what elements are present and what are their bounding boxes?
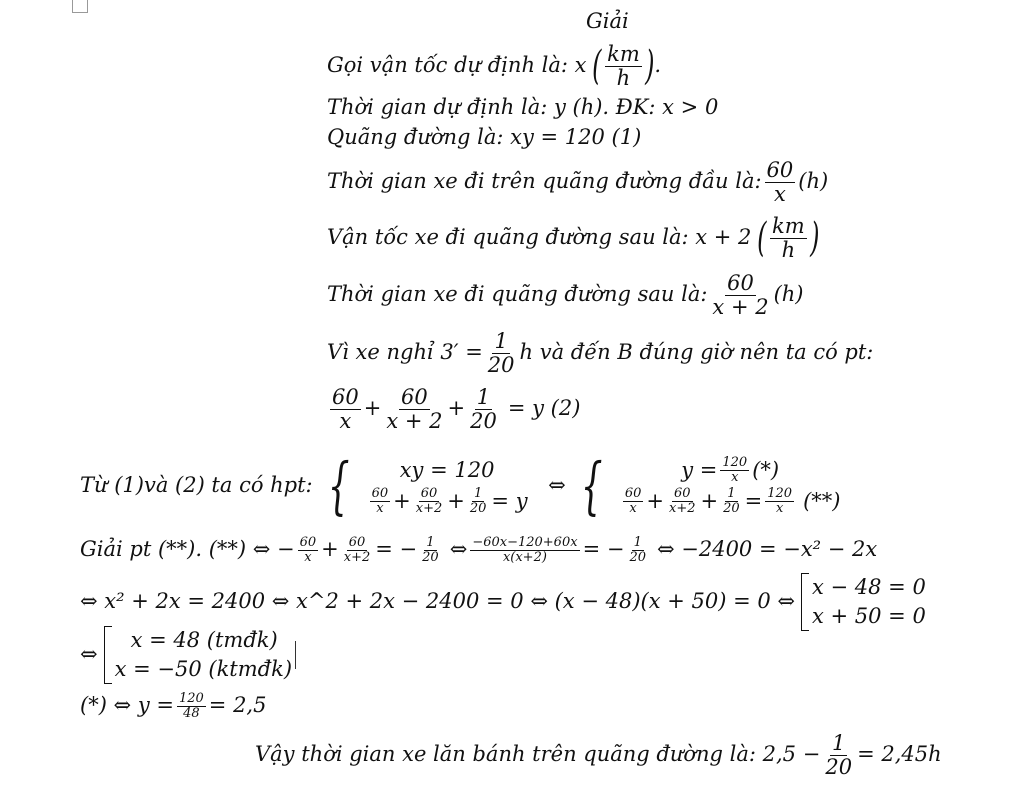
system-row: x = −50 (ktmđk)	[114, 656, 293, 681]
line-text: Vận tốc xe đi quãng đường sau là: x + 2	[327, 225, 752, 250]
line-tail: ⇔ −2400 = −x² − 2x	[656, 537, 878, 562]
fraction: $\frac{60}{x}$	[299, 534, 317, 565]
fraction: $\frac{-60x-120+60x}{x(x+2)}$	[472, 534, 578, 565]
bracket	[104, 626, 112, 684]
plus-sign: +	[447, 396, 466, 421]
fraction: $\frac{1}{20}$	[825, 731, 853, 779]
solution-title	[586, 10, 629, 33]
y-value-line	[80, 684, 266, 728]
bracket-system	[801, 573, 926, 631]
bracket-system	[104, 626, 292, 684]
system-row: $\frac{60}{x}$ + $\frac{60}{x+2}$ + $\frac{1}{20}$ = $\frac{120}{x}$ (**)	[624, 486, 841, 516]
line-let-speed	[327, 38, 661, 94]
line-text: Quãng đường là: xy = 120 (1)	[327, 125, 642, 149]
fraction: $\frac{60}{x + 2}$	[386, 385, 443, 433]
line-text: Vì xe nghỉ 3′ =	[327, 340, 483, 365]
line-speed-second-part	[327, 210, 819, 266]
paren-open: (	[592, 43, 602, 89]
line-text: Vậy thời gian xe lăn bánh trên quãng đường là: 2,5 −	[255, 742, 821, 767]
line-tail: = y (2)	[507, 396, 581, 421]
equation-2	[327, 380, 580, 438]
line-tail: (h)	[773, 282, 804, 307]
brace: {	[327, 449, 350, 522]
brace: {	[580, 449, 603, 522]
line-time-first-part	[327, 154, 828, 210]
equivalence-sign: ⇔	[449, 537, 468, 562]
system-row: x = 48 (tmđk)	[130, 627, 278, 652]
line-tail: h và đến B đúng giờ nên ta có pt:	[519, 340, 874, 365]
line-tail: (h)	[798, 169, 829, 194]
line-text: Thời gian xe đi quãng đường sau là:	[327, 282, 708, 307]
factorization-line	[80, 574, 926, 630]
line-tail: = 2,45h	[857, 742, 942, 767]
fraction: $\frac{60}{x+2}$	[343, 534, 371, 565]
bracket	[801, 573, 809, 631]
line-text: Từ (1)và (2) ta có hpt:	[80, 473, 313, 498]
line-text: Giải pt (**). (**) ⇔ −	[80, 537, 295, 562]
line-text: Thời gian dự định là: y (h). ĐK: x > 0	[327, 95, 719, 119]
system-row: y = $\frac{120}{x}$ (*)	[681, 455, 780, 485]
title-text: Giải	[586, 9, 629, 33]
system-row: x − 48 = 0	[811, 574, 926, 599]
solve-equation-line	[80, 528, 877, 572]
fraction: $\frac{120}{48}$	[178, 690, 204, 721]
plus-sign: +	[363, 396, 382, 421]
line-planned-time	[327, 96, 718, 119]
line-text: (*) ⇔ y =	[80, 693, 174, 718]
paren-open: (	[757, 215, 767, 261]
roots-line	[80, 626, 296, 684]
line-text: ⇔	[80, 642, 98, 667]
line-text: Thời gian xe đi trên quãng đường đầu là:	[327, 169, 762, 194]
system-of-equations	[80, 442, 855, 530]
system-left	[319, 449, 542, 522]
paren-close: )	[809, 215, 820, 261]
paren-close: )	[644, 43, 655, 89]
line-tail: .	[654, 53, 662, 78]
fraction: $\frac{60}{x}$	[332, 385, 359, 433]
system-row: $\frac{60}{x}$ + $\frac{60}{x+2}$ + $\frac{1}{20}$ = y	[371, 486, 528, 516]
fraction: $\frac{1}{20}$	[470, 385, 497, 433]
system-row: x + 50 = 0	[811, 603, 926, 628]
equals-sign: = −	[582, 537, 625, 562]
fraction: $\frac{1}{20}$	[422, 534, 439, 565]
fraction: $\frac{1}{20}$	[487, 329, 515, 377]
line-tail: = 2,5	[208, 693, 267, 718]
line-distance	[327, 126, 641, 149]
document-corner-mark	[72, 0, 88, 13]
conclusion-line	[255, 726, 942, 784]
fraction: $\frac{1}{20}$	[629, 534, 646, 565]
plus-sign: +	[321, 537, 339, 562]
fraction: $\frac{60}{x}$	[766, 158, 794, 206]
line-rest-condition	[327, 324, 873, 382]
fraction: $\frac{km}{h}$	[772, 214, 805, 262]
fraction: $\frac{km}{h}$	[607, 42, 640, 90]
equals-sign: = −	[375, 537, 418, 562]
text-cursor	[295, 641, 296, 669]
line-text: Gọi vận tốc dự định là: x	[327, 53, 587, 78]
fraction: $\frac{60}{x + 2}$	[712, 271, 769, 319]
system-right	[572, 449, 855, 522]
line-text: ⇔ x² + 2x = 2400 ⇔ x^2 + 2x − 2400 = 0 ⇔ (x − 48)(x + 50) = 0 ⇔	[80, 589, 795, 614]
line-time-second-part	[327, 266, 804, 324]
system-row: xy = 120	[399, 457, 495, 482]
equivalence-sign: ⇔	[548, 473, 566, 498]
